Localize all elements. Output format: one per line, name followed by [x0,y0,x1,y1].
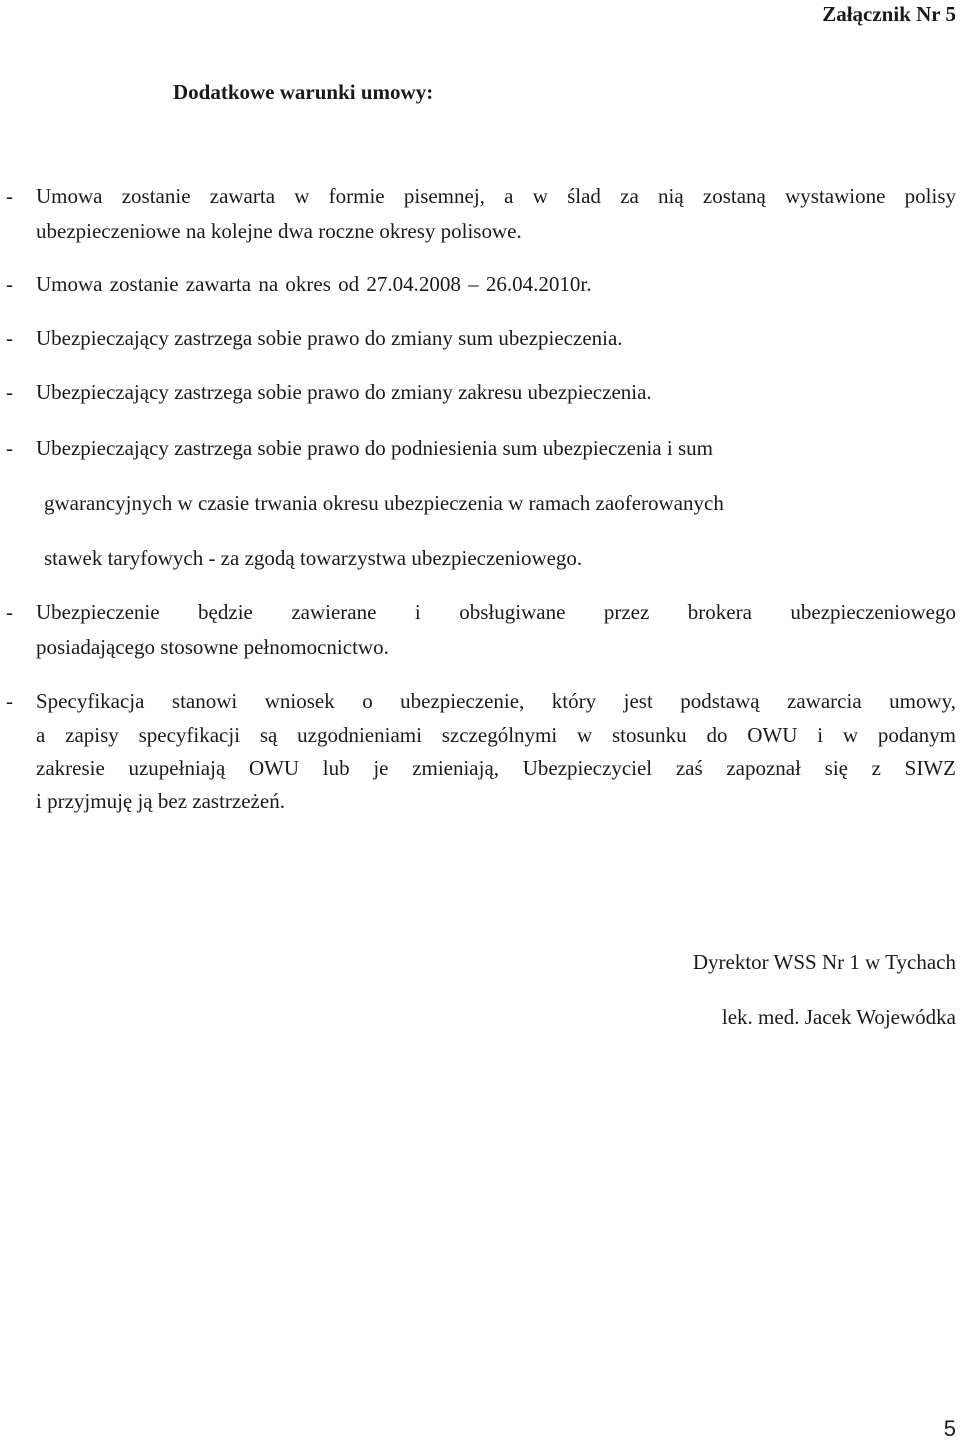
condition-7-line-4: i przyjmuję ją bez zastrzeżeń. [36,789,285,813]
section-heading: Dodatkowe warunki umowy: [173,80,434,104]
signature-position: Dyrektor WSS Nr 1 w Tychach [692,950,956,974]
condition-3-line-1: Ubezpieczający zastrzega sobie prawo do zmiany sum ubezpieczenia. [36,326,623,350]
condition-1-line-1: Umowa zostanie zawarta w formie pisemnej, a w ślad za nią zostaną wystawione polisy [36,184,956,208]
page-number: 5 [943,1416,956,1441]
condition-2-line-1: Umowa zostanie zawarta na okres od 27.04.2008 – 26.04.2010r. [36,272,592,296]
condition-5-line-2: gwarancyjnych w czasie trwania okresu ubezpieczenia w ramach zaoferowanych [44,491,724,515]
condition-6-line-2: posiadającego stosowne pełnomocnictwo. [36,635,389,659]
annex-label: Załącznik Nr 5 [822,2,956,26]
condition-5-line-3: stawek taryfowych - za zgodą towarzystwa ubezpieczeniowego. [44,546,583,570]
bullet-dash: - [6,600,13,624]
bullet-dash: - [6,272,13,296]
condition-7-line-2: a zapisy specyfikacji są uzgodnieniami szczególnymi w stosunku do OWU i w podanym [36,723,956,747]
signature-name: lek. med. Jacek Wojewódka [721,1005,956,1029]
condition-1-line-2: ubezpieczeniowe na kolejne dwa roczne okresy polisowe. [36,219,522,243]
bullet-dash: - [6,689,13,713]
condition-7-line-1: Specyfikacja stanowi wniosek o ubezpieczenie, który jest podstawą zawarcia umowy, [36,689,956,713]
condition-4-line-1: Ubezpieczający zastrzega sobie prawo do zmiany zakresu ubezpieczenia. [36,380,652,404]
condition-7-line-3: zakresie uzupełniają OWU lub je zmieniają, Ubezpieczyciel zaś zapoznał się z SIWZ [36,756,956,780]
bullet-dash: - [6,436,13,460]
bullet-dash: - [6,184,13,208]
bullet-dash: - [6,326,13,350]
bullet-dash: - [6,380,13,404]
condition-5-line-1: Ubezpieczający zastrzega sobie prawo do podniesienia sum ubezpieczenia i sum [36,436,713,460]
condition-6-line-1: Ubezpieczenie będzie zawierane i obsługiwane przez brokera ubezpieczeniowego [36,600,956,624]
